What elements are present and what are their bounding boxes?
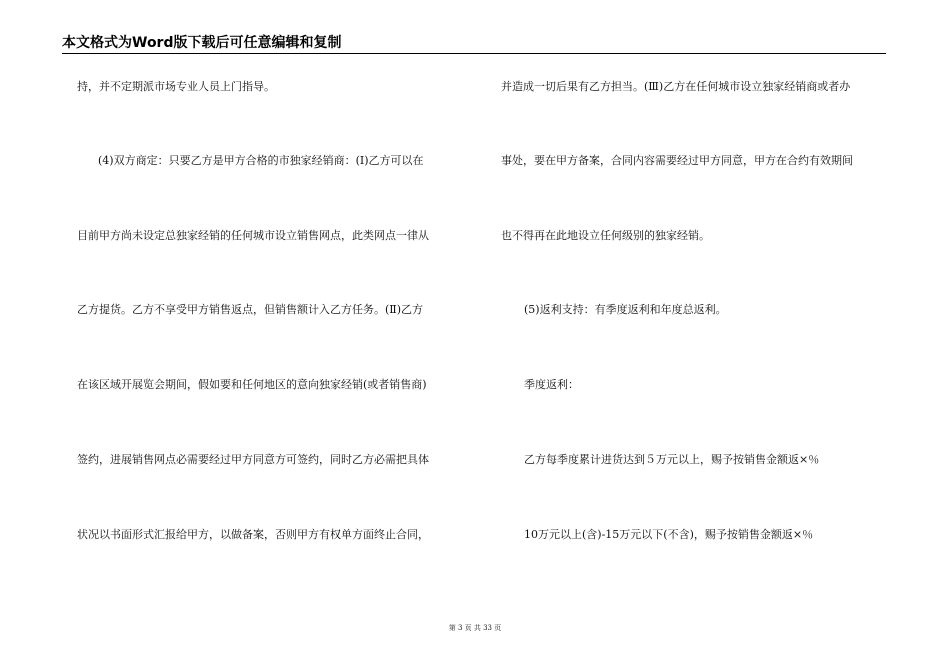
- text-line: 10万元以上(含)-15万元以下(不含)，赐予按销售金额返×％: [524, 528, 814, 541]
- text-line: 季度返利：: [524, 378, 579, 391]
- text-line: 在该区域开展览会期间，假如要和任何地区的意向独家经销(或者销售商): [77, 378, 427, 391]
- page-header: [62, 34, 886, 52]
- text-line: 签约，进展销售网点必需要经过甲方同意方可签约，同时乙方必需把具体: [77, 453, 429, 466]
- page-number-footer: 第 3 页 共 33 页: [448, 624, 502, 632]
- text-line: 乙方每季度累计进货达到５万元以上，赐予按销售金额返×％: [524, 453, 820, 466]
- text-line: 乙方提货。乙方不享受甲方销售返点，但销售额计入乙方任务。(Ⅱ)乙方: [77, 303, 424, 316]
- header-title: 本文格式为Word版下载后可任意编辑和复制: [62, 35, 342, 51]
- text-line: 持，并不定期派市场专业人员上门指导。: [77, 80, 275, 93]
- text-line: (5)返利支持：有季度返利和年度总返利。: [524, 303, 727, 316]
- text-line: (4)双方商定：只要乙方是甲方合格的市独家经销商：(Ⅰ)乙方可以在: [98, 154, 424, 167]
- text-line: 目前甲方尚未设定总独家经销的任何城市设立销售网点，此类网点一律从: [77, 229, 429, 242]
- text-line: 事处，要在甲方备案，合同内容需要经过甲方同意，甲方在合约有效期间: [501, 154, 853, 167]
- text-line: 状况以书面形式汇报给甲方，以做备案，否则甲方有权单方面终止合同，: [77, 528, 429, 541]
- text-line: 并造成一切后果有乙方担当。(Ⅲ)乙方在任何城市设立独家经销商或者办: [501, 80, 851, 93]
- text-line: 也不得再在此地设立任何级别的独家经销。: [501, 229, 710, 242]
- header-divider: [62, 53, 886, 54]
